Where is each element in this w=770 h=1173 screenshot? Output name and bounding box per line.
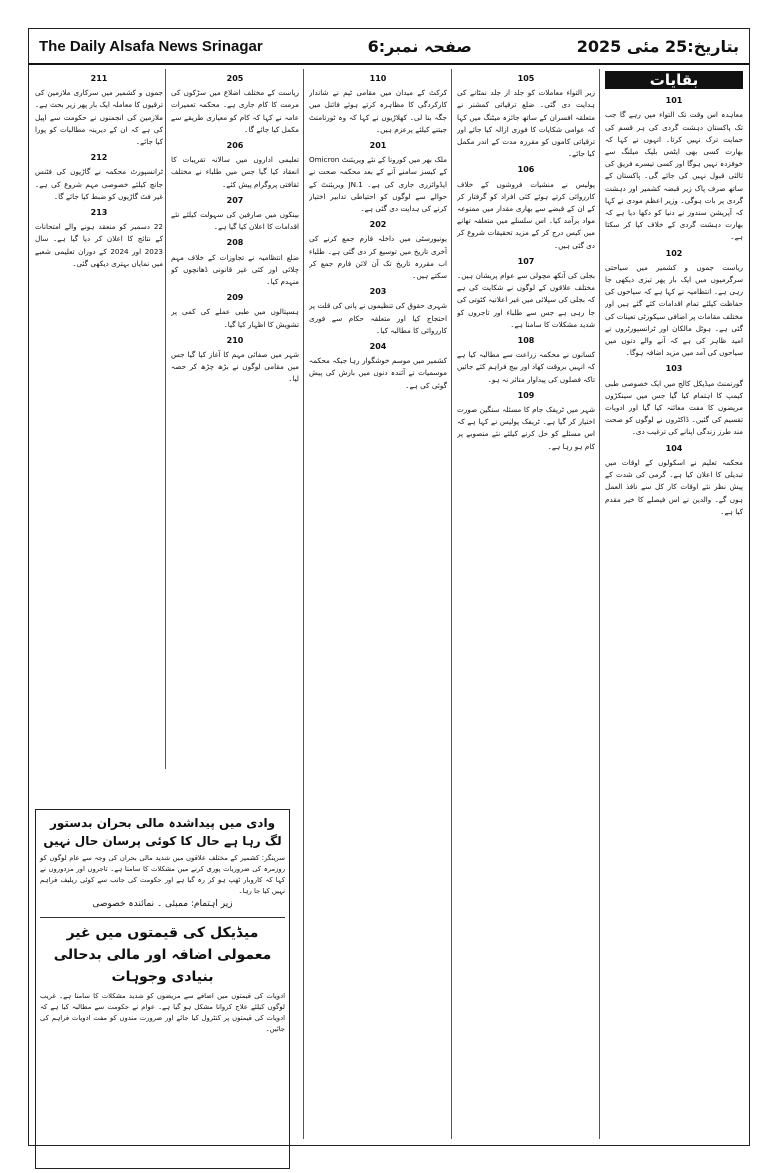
item-number: 209 [226,293,244,303]
date-line: بتاریخ:25 مئی 2025 [576,36,739,56]
page-header [29,29,749,65]
article-text: گورنمنٹ میڈیکل کالج میں ایک خصوصی طبی کیمپ کا اہتمام کیا گیا جس میں سینکڑوں مریضوں کا مفت معائنہ کیا گیا اور ادویات تقسیم کی گئیں۔ ڈاکٹروں نے لوگوں کو صحت مند طرز زندگی اپنانے کی ترغیب دی۔ [605,378,743,437]
featured-story-box [35,69,290,1139]
item-number: 106 [517,165,535,175]
section-title: بقایات [605,71,743,89]
item-number: 109 [517,390,535,400]
item-number: 205 [226,74,244,83]
article-text: 22 دسمبر کو منعقد ہونے والے امتحانات کے نتائج کا اعلان کر دیا گیا ہے۔ سال 2023 اور 2024 کے دوران تعلیمی شعبے میں نمایاں بہتری دیکھی گئی۔ [35,222,163,268]
item-number: 101 [665,96,683,106]
article-text: کشمیر میں موسم خوشگوار رہا جبکہ محکمہ موسمیات نے آئندہ دنوں میں بارش کی پیش گوئی کی ہے۔ [309,356,447,390]
item-number: 108 [517,336,535,346]
item-number: 201 [369,141,387,151]
item-number: 204 [369,342,387,352]
article-text: معاہدہ اس وقت تک التواء میں رہے گا جب تک پاکستان دہشت گردی کی ہر قسم کی حمایت ترک نہیں کرتا۔ انہوں نے کہا کہ بھارت کسی بھی ایٹمی بلیک میلنگ سے خوفزدہ نہیں ہوگا اور کسی تیسرے فریق کی ثالثی قبول نہیں کی جائے گی۔ پاکستان کے ساتھ صرف پاک زیر قبضہ کشمیر اور دہشت گردی پر بات ہوگی۔ وزیر اعظم مودی نے کہا کہ آپریشن سندور نے دنیا کو دکھا دیا ہے کہ بھارت دہشت گردی کے خلاف کیا کر سکتا ہے۔ [605,110,743,242]
article-text: بجلی کی آنکھ مچولی سے عوام پریشان ہیں۔ مختلف علاقوں کے لوگوں نے شکایت کی ہے کہ بجلی کی سپلائی میں غیر اعلانیہ کٹوتی کی جا رہی ہے جس سے طلباء اور تاجروں کو شدید مشکلات کا سامنا ہے۔ [457,271,595,329]
article-text: ریاست کے مختلف اضلاع میں سڑکوں کی مرمت کا کام جاری ہے۔ محکمہ تعمیرات عامہ نے کہا کہ کام کو معیاری طریقے سے مکمل کیا جائے گا۔ [171,88,299,134]
column-divider [451,69,452,1139]
article-text: شہر میں ٹریفک جام کا مسئلہ سنگین صورت اختیار کر گیا ہے۔ ٹریفک پولیس نے کہا ہے کہ اس مسئلے کو حل کرنے کیلئے نئے منصوبے پر کام ہو رہا ہے۔ [457,405,595,451]
page-number: صفحہ نمبر:6 [367,36,472,56]
article-text: ضلع انتظامیہ نے تجاوزات کے خلاف مہم چلائی اور کئی غیر قانونی ڈھانچوں کو منہدم کیا۔ [171,252,299,287]
item-number: 107 [517,256,535,266]
item-number: 203 [369,287,387,297]
item-number: 206 [226,141,244,151]
item-number: 208 [226,238,244,248]
item-number: 102 [665,248,683,258]
item-number: 202 [369,220,387,230]
item-number: 212 [90,153,108,163]
item-number: 213 [90,208,108,218]
columns-container [35,69,743,1139]
column-divider [303,69,304,1139]
item-number: 207 [226,195,244,205]
item-number: 104 [665,443,683,453]
newspaper-page [28,28,750,1146]
item-number: 103 [665,364,683,374]
article-text: شہری حقوق کی تنظیموں نے پانی کی قلت پر احتجاج کیا اور متعلقہ حکام سے فوری کارروائی کا مطالبہ کیا۔ [309,301,447,335]
item-number: 105 [517,74,535,83]
article-text: تعلیمی اداروں میں سالانہ تقریبات کا انعقاد کیا گیا جس میں طلباء نے مختلف ثقافتی پروگرام پیش کئے۔ [171,155,299,189]
article-text: پولیس نے منشیات فروشوں کے خلاف کارروائی کرتے ہوئے کئی افراد کو گرفتار کر کے ان کے قبضے سے بھاری مقدار میں ممنوعہ مواد برآمد کیا۔ اس سلسلے میں متعلقہ تھانے میں کیس درج کر کے مزید تحقیقات شروع کر دی گئی ہیں۔ [457,179,595,250]
article-text: کسانوں نے محکمہ زراعت سے مطالبہ کیا ہے کہ انہیں بروقت کھاد اور بیج فراہم کئے جائیں تاکہ فصلوں کی پیداوار متاثر نہ ہو۔ [457,350,595,384]
story-text-2: ادویات کی قیمتوں میں اضافے سے مریضوں کو شدید مشکلات کا سامنا ہے۔ غریب لوگوں کیلئے علاج کروانا مشکل ہو گیا ہے۔ عوام نے حکومت سے مطالبہ کیا ہے کہ ادویات کی قیمتوں پر کنٹرول کیا جائے اور ضرورت مندوں کو مفت ادویات فراہم کی جائیں۔ [40,992,285,1033]
article-text: یونیورسٹی میں داخلہ فارم جمع کرنے کی آخری تاریخ میں توسیع کر دی گئی ہے۔ طلباء اب مقررہ تاریخ تک آن لائن فارم جمع کر سکتے ہیں۔ [309,234,447,281]
article-text: شہر میں صفائی مہم کا آغاز کیا گیا جس میں مقامی لوگوں نے بڑھ چڑھ کر حصہ لیا۔ [171,350,299,384]
column-divider [599,69,600,1139]
column-3 [309,69,447,1139]
article-text: ملک بھر میں کورونا کے نئے ویریئنٹ Omicron کے کیسز سامنے آنے کے بعد محکمہ صحت نے ایڈوائزری جاری کی ہے۔ JN.1 ویریئنٹ کے حوالے سے لوگوں کو احتیاطی تدابیر اختیار کرنے کی ہدایت دی گئی ہے۔ [309,155,447,214]
article-text: زیر التواء معاملات کو جلد از جلد نمٹانے کی ہدایت دی گئی۔ ضلع ترقیاتی کمشنر نے متعلقہ افسران کے ساتھ جائزہ میٹنگ میں کہا کہ عوامی شکایات کا فوری ازالہ کیا جائے اور ترقیاتی کاموں کو مقررہ مدت کے اندر مکمل کیا جائے۔ [457,88,595,159]
masthead: The Daily Alsafa News Srinagar [39,37,263,55]
story-headline-2: میڈیکل کی قیمتوں میں غیر معمولی اضافہ اور مالی بدحالی بنیادی وجوہات [40,917,285,988]
article-text: جموں و کشمیر میں سرکاری ملازمین کی ترقیوں کا معاملہ ایک بار پھر زیر بحث ہے۔ ملازمین کی انجمنوں نے حکومت سے اپیل کی ہے کہ ان کے دیرینہ مطالبات کو پورا کیا جائے۔ [35,88,163,147]
article-text: ریاست جموں و کشمیر میں سیاحتی سرگرمیوں میں ایک بار پھر تیزی دیکھی جا رہی ہے۔ انتظامیہ نے کہا ہے کہ سیاحوں کی حفاظت کیلئے تمام اقدامات کئے گئے ہیں اور مختلف مقامات پر اضافی سیکورٹی تعینات کی گئی ہے۔ ہوٹل مالکان اور ٹرانسپورٹروں نے امید ظاہر کی ہے کہ آنے والے دنوں میں سیاحوں کی آمد میں مزید اضافہ ہوگا۔ [605,262,743,358]
article-text: ٹرانسپورٹ محکمہ نے گاڑیوں کی فٹنس جانچ کیلئے خصوصی مہم شروع کی ہے۔ غیر فٹ گاڑیوں کو ضبط کیا جائے گا۔ [35,167,163,201]
story-headline: وادی میں پیداشدہ مالی بحران بدستور لگ رہا ہے حال کا کوئی پرسان حال نہیں [43,816,282,848]
column-2 [457,69,595,1139]
story-text: سرینگر: کشمیر کے مختلف علاقوں میں شدید مالی بحران کی وجہ سے عام لوگوں کو روزمرہ کی ضروریات پوری کرنے میں مشکلات کا سامنا ہے۔ تاجروں اور مزدوروں نے کہا کہ کاروبار ٹھپ ہو کر رہ گیا ہے اور حکومت کی جانب سے کوئی ریلیف فراہم نہیں کیا جا رہا۔ [40,854,285,895]
column-1 [605,69,743,1139]
item-number: 211 [90,74,108,83]
story-byline: زیر اہتمام: ممبئی ۔ نمائندہ خصوصی [92,899,233,909]
item-number: 110 [369,74,387,83]
article-text: محکمہ تعلیم نے اسکولوں کے اوقات میں تبدیلی کا اعلان کیا ہے۔ گرمی کی شدت کے پیش نظر نئے اوقات کار کل سے نافذ العمل ہوں گے۔ والدین نے اس فیصلے کا خیر مقدم کیا ہے۔ [605,457,743,516]
article-text: ہسپتالوں میں طبی عملے کی کمی پر تشویش کا اظہار کیا گیا۔ [171,307,299,329]
article-text: کرکٹ کے میدان میں مقامی ٹیم نے شاندار کارکردگی کا مظاہرہ کرتے ہوئے فائنل میں جگہ بنا لی۔ کھلاڑیوں نے کہا کہ وہ ٹورنامنٹ جیتنے کیلئے پرعزم ہیں۔ [309,88,447,134]
item-number: 210 [226,335,244,345]
article-text: بینکوں میں صارفین کی سہولت کیلئے نئے اقدامات کا اعلان کیا گیا ہے۔ [171,210,299,232]
